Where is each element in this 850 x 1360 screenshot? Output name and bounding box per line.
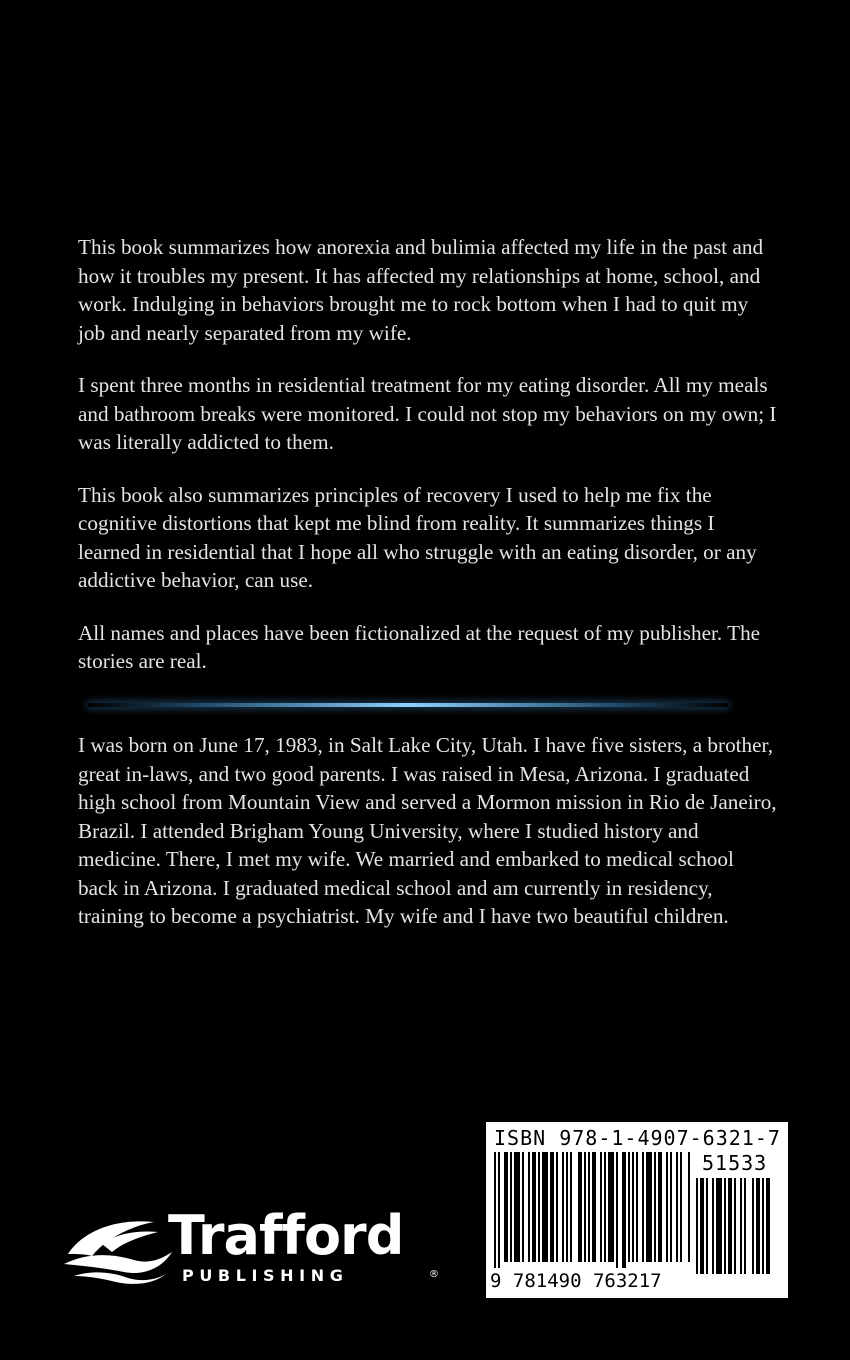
blurb-paragraph-1: This book summarizes how anorexia and bulimia affected my life in the past and how it troubles my present. It has affected my relationships at home, school, and work. Indulging in behaviors brought me to rock bottom when I had to quit my job and nearly separated from my wife. bbox=[78, 235, 764, 345]
barcode-bar bbox=[604, 1152, 606, 1262]
barcode-bar bbox=[766, 1178, 770, 1274]
barcode-bar bbox=[570, 1152, 572, 1262]
price-code: 51533 bbox=[702, 1151, 768, 1175]
isbn-barcode bbox=[486, 1122, 788, 1298]
blurb-paragraph-3: This book also summarizes principles of recovery I used to help me fix the cognitive distortions that kept me blind from reality. It summarizes things I learned in residential that I hope all who struggle with an eating disorder, or any addictive behavior, can use. bbox=[78, 482, 757, 592]
barcode-bar bbox=[616, 1152, 618, 1268]
price-addon-bars bbox=[696, 1178, 782, 1288]
barcode-bar bbox=[762, 1178, 764, 1274]
registered-mark: ® bbox=[429, 1269, 439, 1280]
barcode-bar bbox=[522, 1152, 524, 1262]
barcode-bar bbox=[600, 1152, 602, 1262]
barcode-bar bbox=[670, 1152, 672, 1262]
barcode-bar bbox=[666, 1152, 668, 1262]
author-bio: I was born on June 17, 1983, in Salt Lake City, Utah. I have five sisters, a brother, great in-laws, and two good parents. I was raised in Mesa, Arizona. I graduated high school from Mountain View and served a Mormon mission in Rio de Janeiro, Brazil. I attended Brigham Young University, where I studied history and medicine. There, I met my wife. We married and embarked to medical school back in Arizona. I graduated medical school and am currently in residency, training to become a psychiatrist. My wife and I have two beautiful children. bbox=[78, 733, 777, 928]
barcode-bar bbox=[514, 1152, 520, 1262]
barcode-bar bbox=[632, 1152, 634, 1262]
barcode-bar bbox=[510, 1152, 512, 1262]
barcode-bar bbox=[646, 1152, 652, 1262]
barcode-bar bbox=[676, 1152, 678, 1262]
barcode-bar bbox=[696, 1178, 698, 1274]
barcode-bar bbox=[622, 1152, 626, 1268]
publisher-subtitle: PUBLISHING bbox=[182, 1266, 349, 1285]
barcode-bar bbox=[636, 1152, 638, 1262]
barcode-bar bbox=[608, 1152, 614, 1262]
isbn-label: ISBN 978-1-4907-6321-7 bbox=[494, 1126, 781, 1150]
blurb-paragraph-4: All names and places have been fictionalized at the request of my publisher. The stories are real. bbox=[78, 620, 761, 673]
blurb-text bbox=[78, 233, 778, 700]
barcode-bar bbox=[628, 1152, 630, 1262]
barcode-bar bbox=[724, 1178, 726, 1274]
barcode-bar bbox=[716, 1178, 722, 1274]
barcode-bar bbox=[538, 1152, 540, 1262]
barcode-bar bbox=[700, 1178, 704, 1274]
barcode-bar bbox=[532, 1152, 536, 1262]
barcode-bar bbox=[712, 1178, 714, 1274]
barcode-bar bbox=[654, 1152, 656, 1262]
barcode-bar bbox=[550, 1152, 554, 1262]
barcode-bar bbox=[562, 1152, 564, 1262]
barcode-bar bbox=[728, 1178, 732, 1274]
barcode-bar bbox=[494, 1152, 496, 1268]
barcode-bar bbox=[588, 1152, 590, 1262]
barcode-bar bbox=[498, 1152, 500, 1268]
barcode-bar bbox=[578, 1152, 582, 1262]
barcode-bar bbox=[592, 1152, 596, 1262]
barcode-bar bbox=[542, 1152, 548, 1262]
ean-barcode-bars bbox=[494, 1152, 690, 1270]
barcode-bar bbox=[706, 1178, 708, 1274]
publisher-logo bbox=[62, 1204, 452, 1292]
publisher-name: Trafford bbox=[168, 1204, 404, 1267]
barcode-bar bbox=[752, 1178, 754, 1274]
section-divider bbox=[88, 703, 728, 707]
wave-logo-icon bbox=[62, 1214, 174, 1286]
barcode-bar bbox=[566, 1152, 568, 1262]
blurb-paragraph-2: I spent three months in residential treatment for my eating disorder. All my meals and bathroom breaks were monitored. I could not stop my behaviors on my own; I was literally addicted to them. bbox=[78, 373, 777, 454]
barcode-bar bbox=[528, 1152, 530, 1262]
barcode-bar bbox=[680, 1152, 682, 1262]
barcode-bar bbox=[658, 1152, 662, 1262]
barcode-bar bbox=[556, 1152, 558, 1262]
barcode-bar bbox=[504, 1152, 508, 1262]
barcode-bar bbox=[740, 1178, 742, 1274]
barcode-bar bbox=[642, 1152, 644, 1262]
barcode-bar bbox=[744, 1178, 746, 1274]
ean-digits: 9 781490 763217 bbox=[490, 1270, 662, 1292]
barcode-bar bbox=[584, 1152, 586, 1262]
barcode-bar bbox=[756, 1178, 760, 1274]
barcode-bar bbox=[734, 1178, 736, 1274]
barcode-bar bbox=[688, 1152, 690, 1262]
